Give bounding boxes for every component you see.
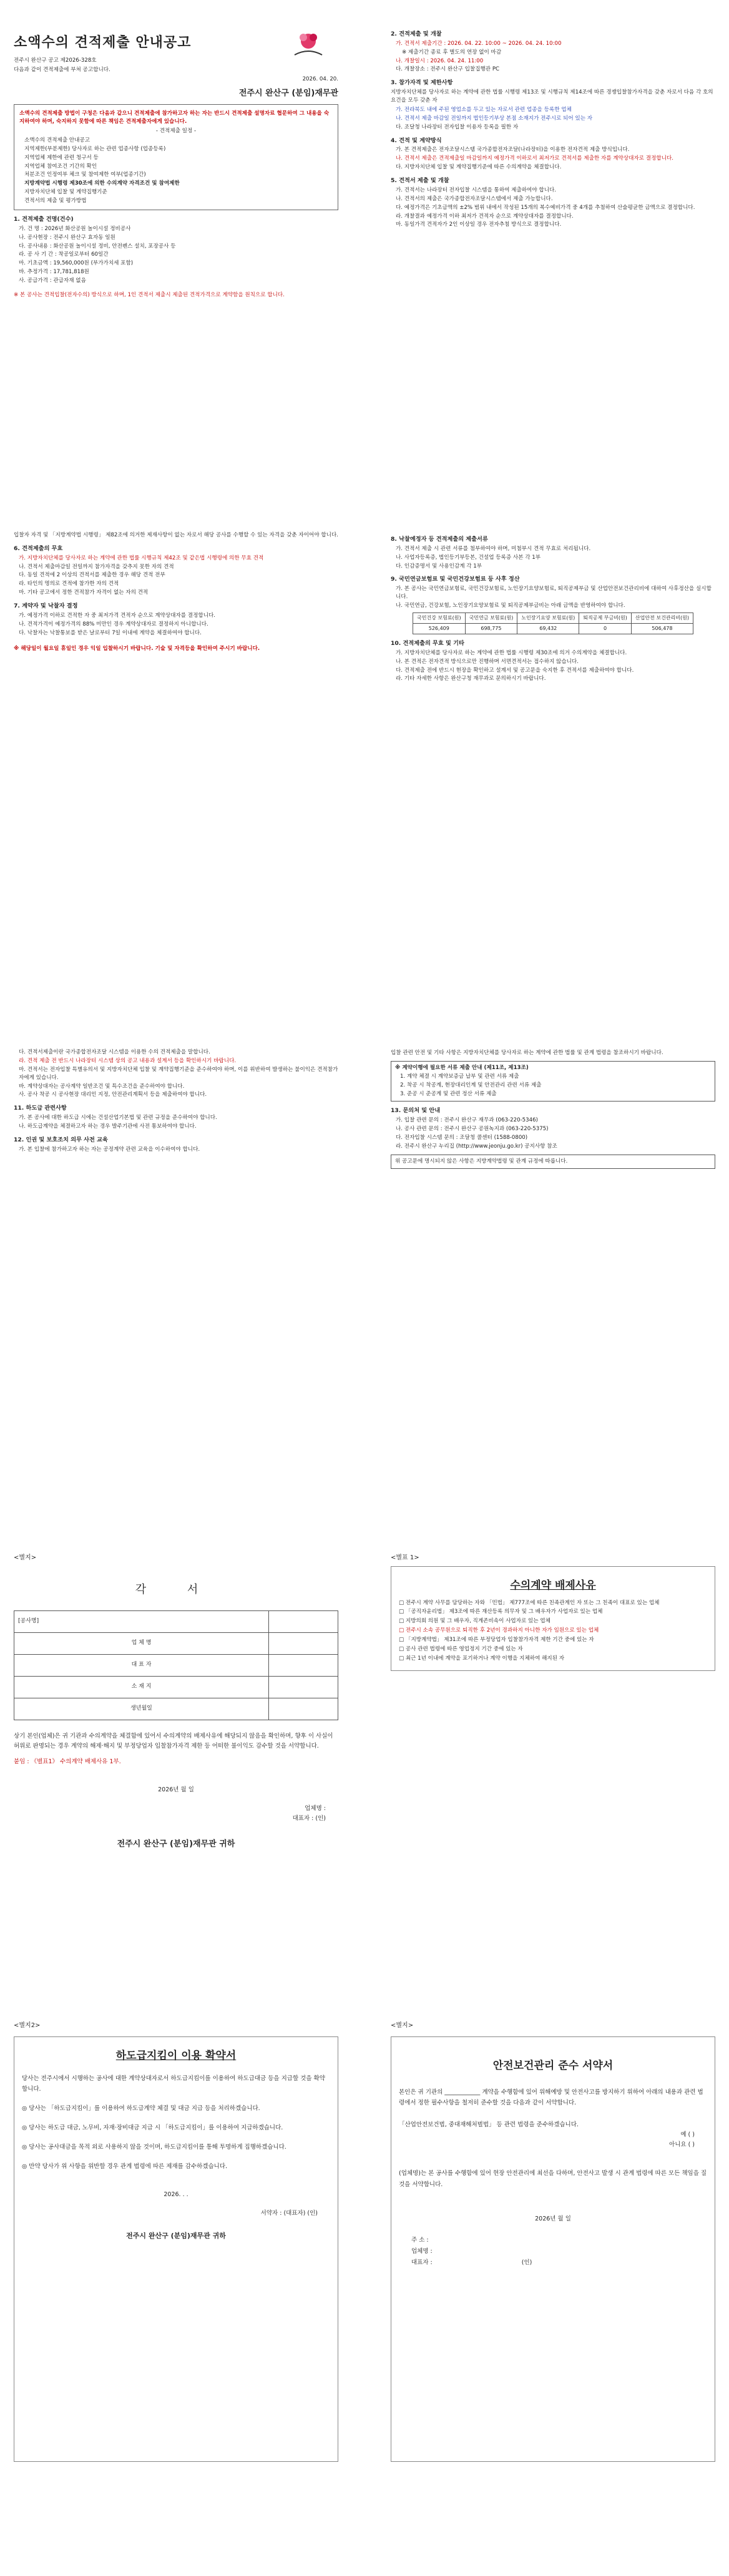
exclusion-item: □ 공사 관련 법령에 따른 영업정지 기간 중에 있는 자 — [399, 1645, 523, 1652]
section-heading: 12. 인권 및 보호조치 의무 사전 교육 — [14, 1136, 108, 1143]
section-item: 다. 견적제출 전에 반드시 현장을 확인하고 설계서 및 공고문을 숙지한 후 견적서를 제출하여야 합니다. — [396, 667, 634, 674]
intro-text: 다음과 같이 견적제출에 부쳐 공고합니다. — [14, 66, 110, 73]
sign-date: 2026년 월 일 — [535, 2215, 571, 2222]
notice-box-sub: - 견적제출 일정 - — [155, 127, 197, 134]
table-header: 국민건강 보험료(원) — [413, 613, 466, 623]
exclusion-item: □ 「공직자윤리법」 제3조에 따른 재산등록 의무자 및 그 배우자가 사업자로 있는 업체 — [399, 1609, 603, 1615]
section-item: 가. 본 공사는 국민연금보험료, 국민건강보험료, 노인장기요양보험료, 퇴직공제부금 및 산업안전보건관리비에 대하여 사후정산을 실시합니다. — [396, 586, 712, 601]
section-item: 다. 낙찰자는 낙찰통보를 받은 날로부터 7일 이내에 계약을 체결하여야 합니다. — [19, 629, 202, 636]
section-item: 나. 하도급계약을 체결하고자 하는 경우 발주기관에 사전 통보하여야 합니다. — [19, 1123, 197, 1130]
section-item: 마. 견적서는 전자입찰 특별유의서 및 지방자치단체 입찰 및 계약집행기준을 준수하여야 하며, 이를 위반하여 발생하는 불이익은 견적참가자에게 있습니다. — [19, 1066, 338, 1081]
form-title: 각 서 — [135, 1583, 217, 1596]
seal-mark: (인) — [315, 1815, 326, 1823]
box-item: 3. 준공 시 준공계 및 관련 정산 서류 제출 — [400, 1090, 497, 1097]
section-item: 가. 건 명 : 2026년 화산공원 놀이시설 정비공사 — [19, 225, 131, 232]
section-item: 나. 견적서의 제출은 국가종합전자조달시스템에서 제출 가능합니다. — [396, 195, 553, 202]
section-item: 나. 견적서 제출은 견적제출일 마감일까지 예정가격 이하로서 최저가로 견적서를 제출한 자를 계약상대자로 결정합니다. — [396, 155, 674, 162]
oath-body: 상기 본인(업체)은 귀 기관과 수의계약을 체결함에 있어서 수의계약의 배제사유에 해당되지 않음을 확인하며, 향후 이 사실이 허위로 판명되는 경우 계약의 해제·해지 및 부정당업자 입찰참가자격 제한 등 어떠한 불이익도 감수할 것을 서약합니다. — [14, 1733, 333, 1750]
section-heading: 13. 문의처 및 안내 — [391, 1107, 441, 1115]
form-label: <별지> — [14, 1554, 37, 1561]
section-item: 가. 본 입찰에 참가하고자 하는 자는 공정계약 관련 교육을 이수하여야 합니다. — [19, 1146, 200, 1153]
form-row-label: 소 재 지 — [14, 1677, 269, 1698]
exclusion-item: □ 전주시 계약 사무를 담당하는 자와 「민법」 제777조에 따른 친족관계인 자 또는 그 친족이 대표로 있는 업체 — [399, 1599, 660, 1606]
sign-company: 업체명 : — [305, 1804, 326, 1812]
pledge-item: ◎ 만약 당사가 위 사항을 위반할 경우 관계 법령에 따른 제재를 감수하겠습니다. — [22, 2162, 228, 2170]
section-item: 다. 지방자치단체 입찰 및 계약집행기준에 따른 수의계약을 체결합니다. — [396, 164, 562, 171]
box-item: 지방자치단체 입찰 및 계약집행기준 — [24, 189, 107, 196]
section-item: 나. 견적가격이 예정가격의 88% 미만인 경우 계약상대자로 결정하지 아니합니다. — [19, 621, 208, 627]
section-item: 라. 전주시 완산구 누리집 (http://www.jeonju.go.kr) 공지사항 참조 — [396, 1143, 557, 1150]
section-item: 나. 국민연금, 건강보험, 노인장기요양보험료 및 퇴직공제부금비는 아래 금액을 반영하여야 합니다. — [396, 603, 625, 609]
form-row-value[interactable] — [268, 1698, 338, 1720]
form-row-value[interactable] — [268, 1655, 338, 1677]
table-header: 노인장기요양 보험료(원) — [517, 613, 579, 623]
form-title: 하도급지킴이 이용 확약서 — [115, 2050, 237, 2062]
page-8 — [391, 1553, 715, 1940]
page-4 — [391, 530, 715, 954]
sign-company: 업체명 : — [411, 2248, 433, 2255]
safety-body: (업체명)는 본 공사를 수행함에 있어 현장 안전관리에 최선을 다하며, 안전사고 발생 시 관계 법령에 따른 모든 책임을 질 것을 서약합니다. — [399, 2170, 707, 2188]
table-cell: 526,409 — [413, 623, 466, 634]
section-heading: 6. 견적제출의 무효 — [14, 545, 63, 552]
form-label: <별지2> — [14, 2022, 41, 2029]
page-7 — [14, 1553, 338, 1940]
addressee: 전주시 완산구 (분임)재무관 귀하 — [126, 2231, 226, 2240]
box-item: 2. 착공 시 착공계, 현장대리인계 및 안전관리 관련 서류 제출 — [400, 1082, 542, 1088]
pledge-item: ◎ 당사는 「하도급지킴이」를 이용하여 하도급계약 체결 및 대금 지급 등을 처리하겠습니다. — [22, 2104, 260, 2112]
notice-date: 2026. 04. 20. — [302, 75, 338, 82]
intro-text: 입찰자 자격 및 「지방계약법 시행령」 제82조에 의거한 제재사항이 없는 자로서 해당 공사를 수행할 수 있는 자격을 갖춘 자이어야 합니다. — [14, 532, 338, 538]
sign-ceo: 대표자 : — [411, 2259, 433, 2267]
pledge-item: 당사는 전주시에서 시행하는 공사에 대한 계약상대자로서 하도급지킴이를 이용하여 하도급대금 등을 지급할 것을 확약합니다. — [22, 2075, 325, 2093]
page-1 — [14, 25, 338, 449]
section-item: 라. 기타 자세한 사항은 완산구청 재무과로 문의하시기 바랍니다. — [396, 675, 546, 682]
form-title: 안전보건관리 준수 서약서 — [492, 2060, 614, 2072]
section-item: 다. 동일 견적에 2 이상의 견적서를 제출한 경우 해당 견적 전부 — [19, 572, 165, 579]
section-item: 나. 견적서 제출마감일 전일까지 참가자격을 갖추지 못한 자의 견적 — [19, 563, 174, 570]
exclusion-item: □ 지방의회 의원 및 그 배우자, 직계존비속이 사업자로 있는 업체 — [399, 1618, 550, 1625]
box-item: 견적서의 제출 및 평가방법 — [24, 198, 87, 205]
section-item: 나. 사업자등록증, 법인등기부등본, 건설업 등록증 사본 각 1부 — [396, 554, 541, 561]
city-logo-icon — [291, 27, 326, 60]
section-note: ※ 해당일이 월요일 휴일인 경우 익일 입찰하시기 바랍니다. 기술 및 자격등을 확인하여 주시기 바랍니다. — [14, 645, 260, 652]
insurance-table — [413, 613, 693, 634]
page-9 — [14, 2021, 338, 2495]
sign-date: 2026. . . — [164, 2191, 188, 2199]
section-item: 다. 인감증명서 및 사용인감계 각 1부 — [396, 563, 482, 569]
table-cell: 0 — [579, 623, 632, 634]
page-3 — [14, 530, 338, 954]
section-heading: 7. 계약자 및 낙찰자 결정 — [14, 603, 78, 610]
section-item: 다. 견적서제출이란 국가종합전자조달 시스템을 이용한 수의 견적제출을 말합니다. — [19, 1049, 210, 1055]
box-item: 지역업체 참여조건 기간의 확인 — [24, 163, 97, 170]
section-item: 가. 지방자치단체를 당사자로 하는 계약에 관한 법률 시행령 제30조에 의거 수의계약을 체결합니다. — [396, 649, 627, 656]
exclusion-item: □ 전주시 소속 공무원으로 퇴직한 후 2년이 경과하지 아니한 자가 임원으로 있는 업체 — [399, 1627, 599, 1634]
section-item: 가. 견적서는 나라장터 전자입찰 시스템을 통하여 제출하여야 합니다. — [396, 186, 557, 193]
section-heading: 5. 견적서 제출 및 개찰 — [391, 177, 449, 185]
section-item: 다. 개찰장소 : 전주시 완산구 입찰집행관 PC — [396, 66, 500, 73]
section-item: 나. 공사현장 : 전주시 완산구 효자동 일원 — [19, 234, 115, 241]
box-item: 1. 계약 체결 시 계약보증금 납부 및 관련 서류 제출 — [400, 1073, 519, 1080]
pledge-item: ◎ 당사는 공사대금을 목적 외로 사용하지 않을 것이며, 하도급지킴이를 통해 투명하게 집행하겠습니다. — [22, 2143, 286, 2151]
safety-check: 「산업안전보건법, 중대재해처벌법」 등 관련 법령을 준수하겠습니다. — [399, 2121, 579, 2128]
page-10 — [391, 2021, 715, 2495]
box-item: ※ 계약이행에 필요한 서류 제출 안내 (제11조, 제13조) — [395, 1064, 529, 1071]
section-heading: 1. 견적제출 건명(건수) — [14, 215, 74, 223]
section-item: 마. 동일가격 견적자가 2인 이상일 경우 전자추첨 방식으로 결정합니다. — [396, 221, 562, 228]
check-no[interactable]: 아니요 ( ) — [669, 2141, 695, 2149]
section-note: ※ 본 공사는 견적입찰(전자수의) 방식으로 하며, 1인 견적서 제출시 제출된 견적가격으로 계약함을 원칙으로 합니다. — [14, 292, 285, 298]
notice-number: 전주시 완산구 공고 제2026-328호 — [14, 57, 97, 64]
section-heading: 11. 하도급 관련사항 — [14, 1105, 67, 1112]
section-item: 나. 공사 관련 문의 : 전주시 완산구 공원녹지과 (063-220-5375) — [396, 1126, 549, 1133]
exclusion-item: □ 최근 1년 이내에 계약을 포기하거나 계약 이행을 지체하여 해지된 자 — [399, 1655, 565, 1662]
section-item: 가. 예정가격 이하로 견적한 자 중 최저가격 견적자 순으로 계약상대자를 결정합니다. — [19, 612, 216, 619]
addressee: 전주시 완산구 (분임)재무관 귀하 — [117, 1839, 235, 1849]
safety-body: 본인은 귀 기관의 ____________ 계약을 수행함에 있어 위해예방 및 안전사고를 방지하기 위하여 아래의 내용과 관련 법령에서 정한 필수사항을 철저히 준수할 것을 다음과 같이 서약합니다. — [399, 2088, 703, 2106]
sign-address: 주 소 : — [411, 2236, 429, 2244]
issuing-org: 전주시 완산구 (분임)재무관 — [238, 88, 338, 98]
section-item: 다. 예정가격은 기초금액의 ±2% 범위 내에서 작성된 15개의 복수예비가격 중 4개를 추첨하여 산술평균한 금액으로 결정합니다. — [396, 204, 695, 211]
sign-date: 2026년 월 일 — [158, 1786, 194, 1793]
section-item: 가. 견적서 제출 시 관련 서류를 첨부하여야 하며, 미첨부시 견적 무효로 처리됩니다. — [396, 545, 591, 552]
attachment-note: 붙임 : 《별표1》 수의계약 배제사유 1부. — [14, 1758, 121, 1766]
section-heading: 4. 견적 및 계약방식 — [391, 137, 442, 144]
page-title: 소액수의 견적제출 안내공고 — [14, 35, 192, 51]
notice-box — [391, 1061, 715, 1102]
form-label: <별표 1> — [391, 1554, 419, 1561]
footer-note-text: 위 공고문에 명시되지 않은 사항은 지방계약법령 및 관계 규정에 따릅니다. — [395, 1158, 568, 1165]
section-item: 바. 계약상대자는 공사계약 일반조건 및 특수조건을 준수하여야 합니다. — [19, 1083, 185, 1090]
form-row-value[interactable] — [268, 1677, 338, 1698]
section-item: ※ 제출기간 종료 후 별도의 연장 없이 마감 — [402, 49, 502, 56]
table-header: 국민연금 보험료(원) — [465, 613, 517, 623]
page-2 — [391, 25, 715, 449]
box-item: 소액수의 견적제출 안내공고 — [24, 137, 91, 143]
section-item: 나. 개찰일시 : 2026. 04. 24. 11:00 — [396, 57, 484, 64]
notice-box — [14, 104, 338, 210]
box-item: 지방계약법 시행령 제30조에 의한 수의계약 자격조건 및 참여제한 — [24, 180, 180, 187]
section-item: 라. 공 사 기 간 : 착공일로부터 60일간 — [19, 251, 109, 258]
table-cell: 698,775 — [465, 623, 517, 634]
form-row-value[interactable] — [268, 1633, 338, 1655]
section-item: 나. 견적서 제출 마감일 전일까지 법인등기부상 본점 소재지가 전주시로 되어 있는 자 — [396, 115, 593, 122]
form-title: 수의계약 배제사유 — [510, 1579, 596, 1592]
form-table — [14, 1610, 338, 1720]
page-6 — [391, 1048, 715, 1472]
section-item: 다. 전자입찰 시스템 문의 : 조달청 콜센터 (1588-0800) — [396, 1135, 528, 1141]
section-item: 라. 개찰결과 예정가격 이하 최저가 견적자 순으로 계약상대자를 결정합니다. — [396, 213, 574, 220]
sign-line: 서약자 : (대표자) (인) — [260, 2210, 318, 2217]
table-header: 퇴직공제 부금비(원) — [579, 613, 632, 623]
check-yes[interactable]: 예 ( ) — [680, 2131, 695, 2138]
section-item: 가. 입찰 관련 문의 : 전주시 완산구 재무과 (063-220-5346) — [396, 1117, 538, 1124]
section-item: 마. 기타 공고에서 정한 견적참가 자격이 없는 자의 견적 — [19, 589, 149, 596]
section-item: 가. 본 견적제출은 전자조달시스템 국가종합전자조달(나라장터)을 이용한 전자견적 제출 방식입니다. — [396, 147, 630, 153]
form-label: <별지> — [391, 2022, 414, 2029]
pledge-item: ◎ 당사는 하도급 대금, 노무비, 자재·장비대금 지급 시 「하도급지킴이」를 이용하여 지급하겠습니다. — [22, 2124, 283, 2131]
section-item: 가. 본 공사에 대한 하도급 시에는 건설산업기본법 및 관련 규정을 준수하여야 합니다. — [19, 1115, 217, 1121]
section-item: 바. 추정가격 : 17,781,818원 — [19, 269, 89, 276]
section-item: 라. 타인의 명의로 견적에 참가한 자의 견적 — [19, 581, 119, 588]
section-item: 사. 공급가격 : 관급자재 없음 — [19, 278, 86, 284]
box-item: 지역업체 제한에 관련 청구서 등 — [24, 154, 99, 161]
notice-box-text: 소액수의 견적제출 방법이 구청은 다음과 같으니 견적제출에 참가하고자 하는 자는 반드시 견적제출 설명자료 협문하여 그 내용을 숙지하여야 하며, 숙지하지 못함에 따른 책임은 견적제출자에게 있습니다. — [19, 110, 330, 125]
sign-ceo: 대표자 : — [292, 1815, 314, 1823]
safety-frame — [391, 2036, 715, 2462]
form-row-label: 업 체 명 — [14, 1633, 269, 1655]
section-heading: 9. 국민연금보험료 및 국민건강보험료 등 사후 정산 — [391, 576, 520, 583]
table-cell: 69,432 — [517, 623, 579, 634]
form-row-label: [공사명] — [14, 1611, 269, 1633]
section-item: 다. 조달청 나라장터 전자입찰 이용자 등록을 필한 자 — [396, 123, 519, 130]
exclusion-frame — [391, 1566, 715, 1671]
section-item: 마. 기초금액 : 19,560,000원 (부가가치세 포함) — [19, 260, 134, 267]
section-item: 가. 지방자치단체를 당사자로 하는 계약에 관한 법률 시행규칙 제42조 및 같은법 시행령에 의한 무효 견적 — [19, 554, 264, 561]
form-row-label: 대 표 자 — [14, 1655, 269, 1677]
seal-mark: (인) — [521, 2259, 532, 2267]
section-heading: 2. 견적제출 및 개찰 — [391, 31, 442, 37]
section-item: 다. 공사내용 : 화산공원 놀이시설 정비, 안전펜스 설치, 포장공사 등 — [19, 243, 176, 249]
form-row-value[interactable] — [268, 1611, 338, 1633]
section-item: 가. 전라북도 내에 주된 영업소를 두고 있는 자로서 관련 업종을 등록한 업체 — [396, 106, 572, 113]
table-header: 산업안전 보건관리비(원) — [631, 613, 693, 623]
section-heading: 3. 참가자격 및 제한사항 — [391, 79, 453, 87]
table-cell: 506,478 — [631, 623, 693, 634]
section-item: 나. 본 견적은 전자견적 방식으로만 진행하며 서면견적서는 접수하지 않습니다. — [396, 658, 579, 665]
pledge-frame — [14, 2036, 338, 2462]
box-item: 처분조건 인정여부 체크 및 참여제한 여부(업종기간) — [24, 172, 146, 178]
section-item: 사. 공사 착공 시 공사현장 대리인 지정, 안전관리계획서 등을 제출하여야 합니다. — [19, 1092, 207, 1098]
box-item: 지역제한(부분제한) 당사자로 하는 관련 업종사항 (업종등록) — [24, 145, 166, 152]
section-text: 지방자치단체를 당사자로 하는 계약에 관한 법률 시행령 제13조 및 시행규칙 제14조에 따른 경쟁입찰참가자격을 갖춘 자로서 다음 각 호의 요건을 모두 갖춘 자 — [391, 89, 713, 104]
page-5 — [14, 1048, 338, 1472]
section-heading: 8. 낙찰예정자 등 견적제출의 제출서류 — [391, 536, 488, 543]
form-row-label: 생년월일 — [14, 1698, 269, 1720]
footer-note — [391, 1155, 715, 1169]
exclusion-item: □ 「지방계약법」 제31조에 따른 부정당업자 입찰참가자격 제한 기간 중에 있는 자 — [399, 1637, 594, 1644]
section-item: 라. 견적 제출 전 반드시 나라장터 시스템 상의 공고 내용과 설계서 등을 확인하시기 바랍니다. — [19, 1057, 237, 1064]
section-item: 가. 견적서 제출기간 : 2026. 04. 22. 10:00 ~ 2026. 04. 24. 10:00 — [396, 40, 562, 47]
section-text: 입찰 관련 안전 및 기타 사항은 지방자치단체를 당사자로 하는 계약에 관한 법률 및 관계 법령을 참조하시기 바랍니다. — [391, 1050, 663, 1056]
section-heading: 10. 견적제출의 무효 및 기타 — [391, 639, 464, 647]
